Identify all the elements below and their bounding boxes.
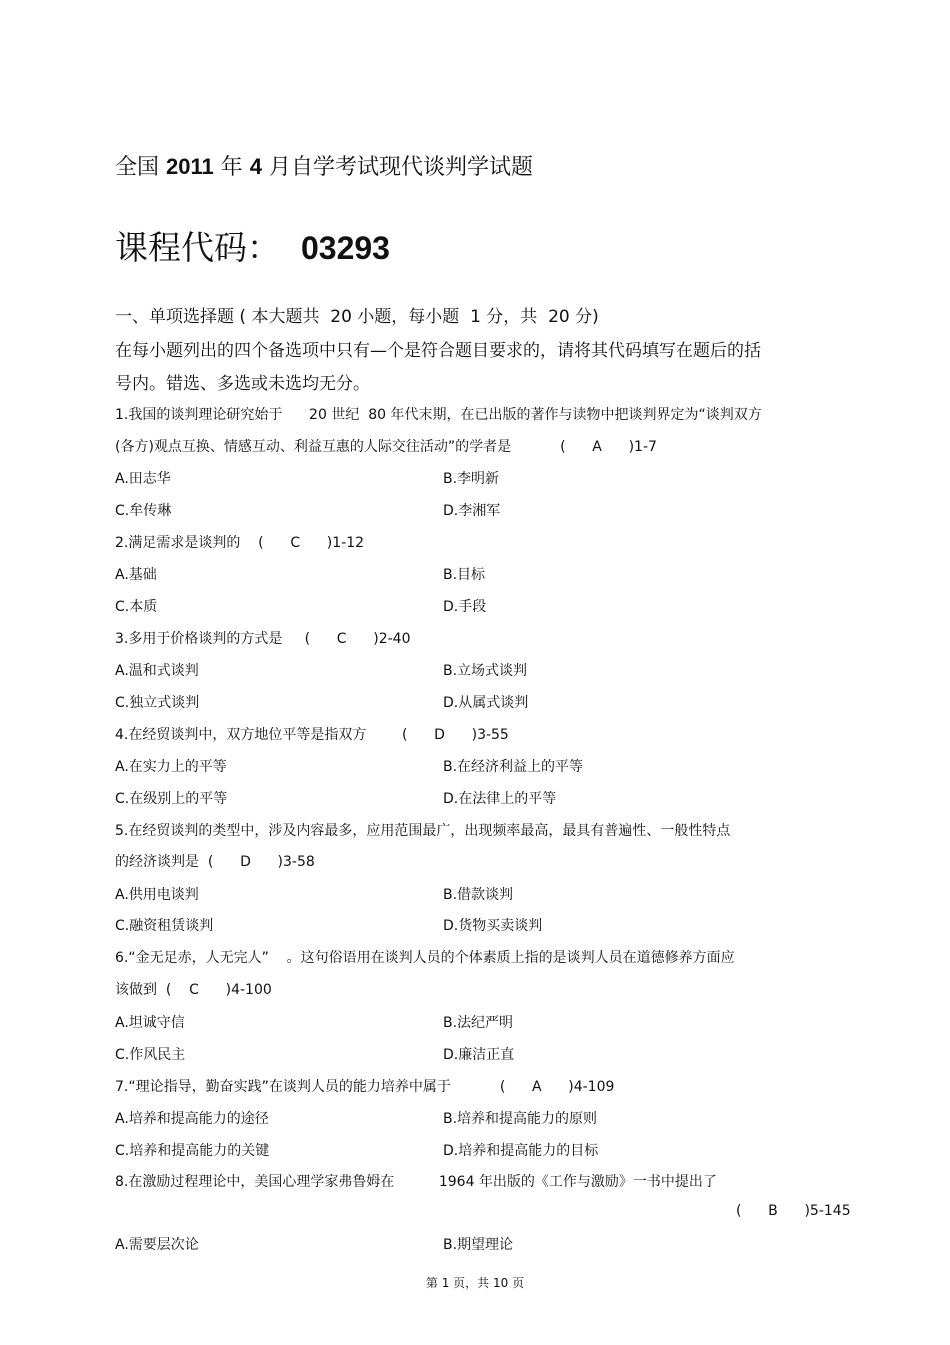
q1-option-d: D.李湘军 [443, 503, 501, 519]
q8-option-a: A.需要层次论 [115, 1237, 199, 1253]
question-6-line2: 该做到 ( C )4-100 [115, 982, 272, 998]
page-footer: 第 1 页，共 10 页 [425, 1276, 525, 1290]
question-4: 4.在经贸谈判中，双方地位平等是指双方 ( D )3-55 [115, 727, 509, 743]
section-heading: 一、单项选择题 ( 本大题共 20 小题，每小题 1 分，共 20 分) [115, 307, 599, 327]
q3-option-c: C.独立式谈判 [115, 695, 200, 711]
course-code: 课程代码： 03293 [115, 228, 390, 267]
q5-option-b: B.借款谈判 [443, 887, 514, 903]
q2-option-c: C.本质 [115, 599, 158, 615]
question-1-line2: (各方)观点互换、情感互动、利益互惠的人际交往活动”的学者是 ( A )1-7 [115, 439, 657, 455]
question-6-line1: 6.“金无足赤，人无完人” 。这句俗语用在谈判人员的个体素质上指的是谈判人员在道德修养方面应 [115, 950, 735, 966]
q4-option-a: A.在实力上的平等 [115, 759, 227, 775]
question-8-answer: ( B )5-145 [736, 1203, 851, 1219]
q4-option-b: B.在经济利益上的平等 [443, 759, 584, 775]
q4-option-c: C.在级别上的平等 [115, 791, 228, 807]
question-2: 2.满足需求是谈判的 ( C )1-12 [115, 535, 365, 551]
q7-option-c: C.培养和提高能力的关键 [115, 1143, 270, 1159]
section-instruction-line1: 在每小题列出的四个备选项中只有—个是符合题目要求的，请将其代码填写在题后的括 [115, 341, 761, 361]
q3-option-d: D.从属式谈判 [443, 695, 529, 711]
question-3: 3.多用于价格谈判的方式是 ( C )2-40 [115, 631, 411, 647]
q2-option-a: A.基础 [115, 567, 157, 583]
question-7: 7.“理论指导，勤奋实践”在谈判人员的能力培养中属于 ( A )4-109 [115, 1079, 615, 1095]
q5-option-c: C.融资租赁谈判 [115, 918, 214, 934]
document-title: 全国 2011 年 4 月自学考试现代谈判学试题 [115, 154, 533, 180]
q1-option-b: B.李明新 [443, 471, 500, 487]
q6-option-a: A.坦诚守信 [115, 1015, 185, 1031]
q1-option-a: A.田志华 [115, 471, 171, 487]
q5-option-d: D.货物买卖谈判 [443, 918, 543, 934]
question-1-line1: 1.我国的谈判理论研究始于 20 世纪 80 年代末期，在已出版的著作与读物中把谈判界定为“谈判双方 [115, 407, 762, 423]
q1-option-c: C.牟传琳 [115, 503, 172, 519]
question-5-line2: 的经济谈判是 ( D )3-58 [115, 854, 315, 870]
q8-option-b: B.期望理论 [443, 1237, 514, 1253]
q7-option-b: B.培养和提高能力的原则 [443, 1111, 598, 1127]
q7-option-a: A.培养和提高能力的途径 [115, 1111, 269, 1127]
q5-option-a: A.供用电谈判 [115, 887, 199, 903]
q3-option-a: A.温和式谈判 [115, 663, 199, 679]
q6-option-d: D.廉洁正直 [443, 1047, 515, 1063]
section-instruction-line2: 号内。错选、多选或未选均无分。 [115, 374, 370, 394]
q7-option-d: D.培养和提高能力的目标 [443, 1143, 599, 1159]
q3-option-b: B.立场式谈判 [443, 663, 528, 679]
q2-option-d: D.手段 [443, 599, 487, 615]
q2-option-b: B.目标 [443, 567, 486, 583]
q6-option-b: B.法纪严明 [443, 1015, 514, 1031]
question-8-line1: 8.在激励过程理论中，美国心理学家弗鲁姆在 1964 年出版的《工作与激励》一书中提出了 [115, 1174, 717, 1190]
q6-option-c: C.作风民主 [115, 1047, 186, 1063]
question-5-line1: 5.在经贸谈判的类型中，涉及内容最多，应用范围最广，出现频率最高，最具有普遍性、一般性特点 [115, 823, 731, 839]
q4-option-d: D.在法律上的平等 [443, 791, 557, 807]
